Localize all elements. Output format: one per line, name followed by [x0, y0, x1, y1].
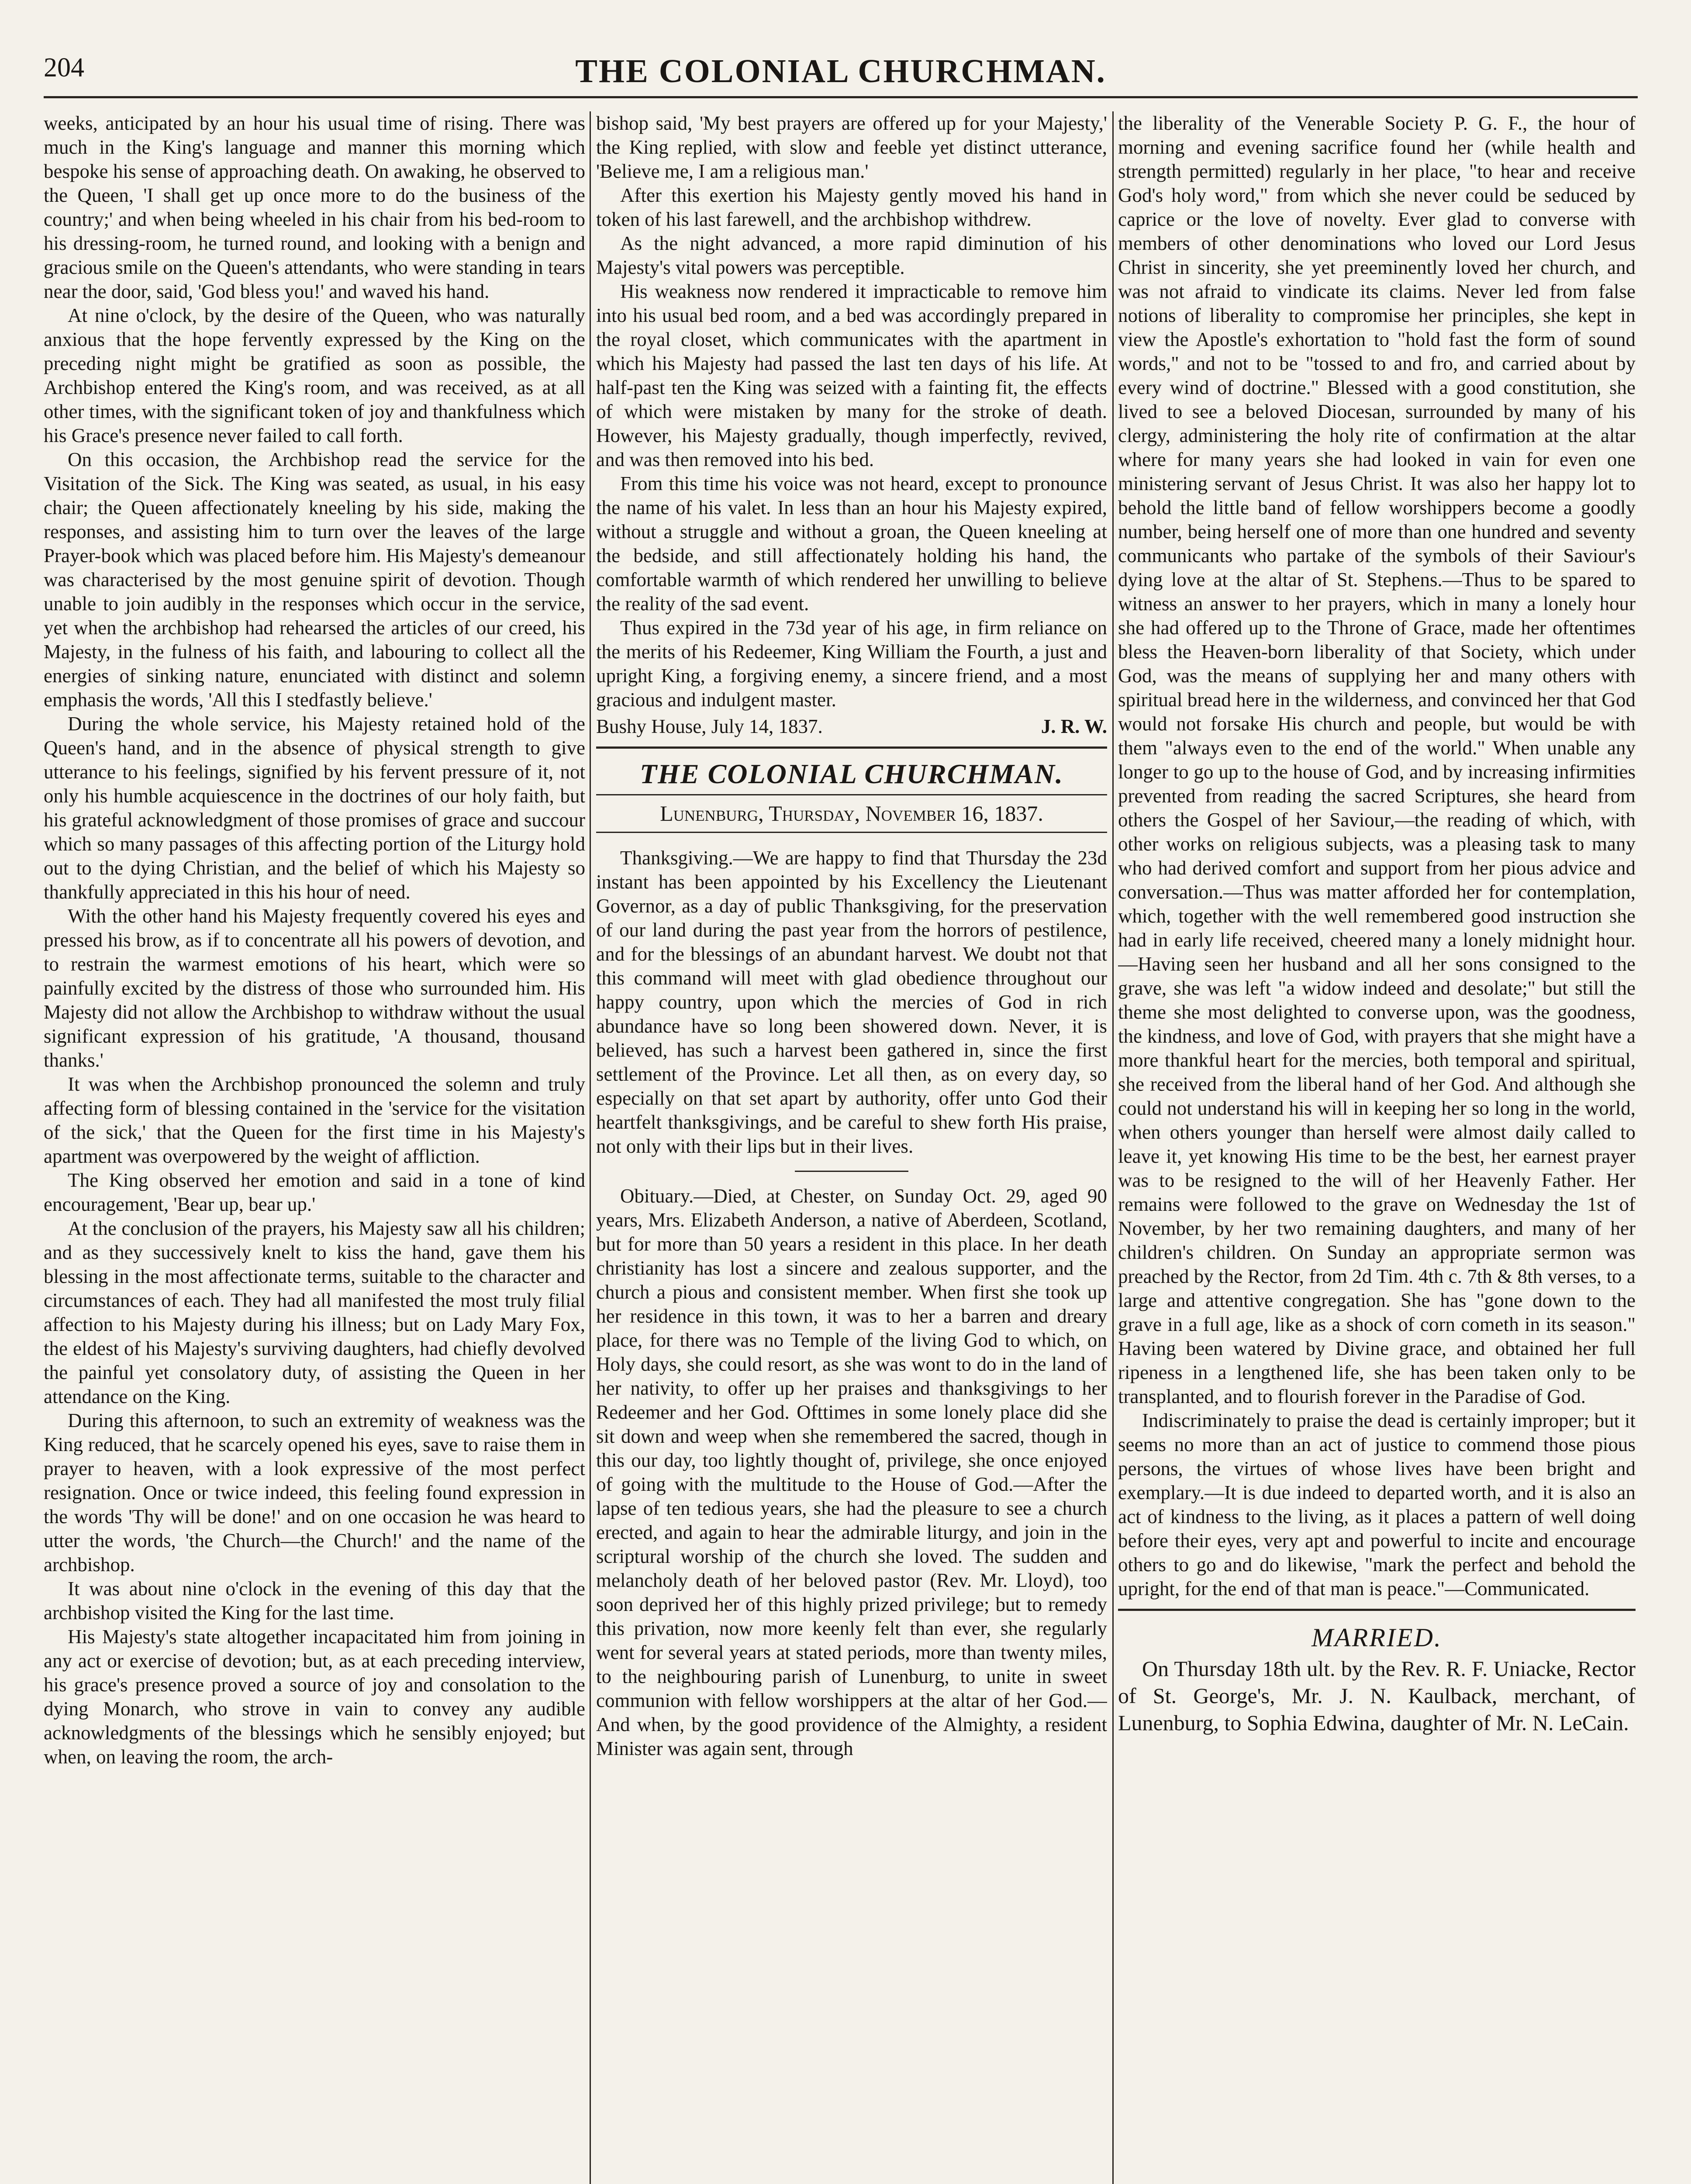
column-3 — [1118, 111, 1636, 2184]
column-divider — [590, 111, 591, 2184]
article-signature: J. R. W. — [1041, 715, 1107, 737]
paragraph: Thus expired in the 73d year of his age, in firm reliance on the merits of his Redeemer, King William the Fourth, a just and upright King, a forgiving enemy, a sincere friend, and a most gracious and indulgent master. — [596, 617, 1107, 711]
paragraph: the liberality of the Venerable Society P. G. F., the hour of morning and evening sacrifice found her (while health and strength permitted) regularly in her place, "to hear and receive God's holy word," from which she never could be seduced by caprice or the love of novelty. Ever glad to converse with members of other denominations who loved our Lord Jesus Christ in sincerity, she yet preeminently loved her church, and was not afraid to vindicate its claims. Never led from false notions of liberality to compromise her principles, she kept in view the Apostle's exhortation to "hold fast the form of sound words," and not to be "tossed to and fro, and carried about by every wind of doctrine." Blessed with a good constitution, she lived to see a beloved Diocesan, surrounded by many of his clergy, administering the holy rite of confirmation at the altar where for many years she had looked in vain for even one ministering servant of Jesus Christ. It was also her happy lot to behold the little band of fellow worshippers become a goodly number, being herself one of more than one hundred and seventy communicants who partake of the symbols of their Saviour's dying love at the altar of St. Stephens.—Thus to be spared to witness an answer to her prayers, which in many a lonely hour she had offered up to the Throne of Grace, made her oftentimes bless the Heaven-born liberality of that Society, which under God, was the means of supplying her and many others with spiritual bread here in the wilderness, and convinced her that God would not forsake His church and people, but would be with them "always even to the end of the world." When unable any longer to go up to the house of God, and by increasing infirmities prevented from reading the sacred Scriptures, she heard from others the Gospel of her Saviour,—the reading of which, with other works on religious subjects, was a pleasing task to many who had derived comfort and support from her pious advice and conversation.—Thus was matter afforded her for contemplation, which, together with the well remembered good instruction she had in early life received, cheered many a lonely midnight hour.—Having seen her husband and all her sons consigned to the grave, she was left "a widow indeed and desolate;" but still the theme she most delighted to converse upon, was the goodness, the kindness, and love of God, with prayers that she might have a more thankful heart for the mercies, both temporal and spiritual, she received from the liberal hand of her God. And although she could not understand his will in keeping her so long in the world, when others younger than herself were almost daily called to leave it, yet knowing His time to be the best, her earnest prayer was to be resigned to the will of her Heavenly Father. Her remains were followed to the grave on Wednesday the 1st of November, by her two remaining daughters, and many of her children's children. On Sunday an appropriate sermon was preached by the Rector, from 2d Tim. 4th c. 7th & 8th verses, to a large and attentive congregation. She has "gone down to the grave in a full age, like as a shock of corn cometh in its season." Having been watered by Divine grace, and obtained her full ripeness in a lengthened life, she has been taken only to be transplanted, and to flourish forever in the Paradise of God. — [1118, 112, 1636, 1407]
page-number: 204 — [44, 53, 84, 83]
paragraph: On this occasion, the Archbishop read the service for the Visitation of the Sick. The King was seated, as usual, in his easy chair; the Queen affectionately kneeling by his side, making the responses, and assisting him to turn over the leaves of the large Prayer-book which was placed before him. His Majesty's demeanour was characterised by the most genuine spirit of devotion. Though unable to join audibly in the responses which occur in the service, yet when the archbishop had rehearsed the articles of our creed, his Majesty, in the fulness of his faith, and labouring to collect all the energies of sinking nature, enunciated with distinct and solemn emphasis the words, 'All this I stedfastly believe.' — [44, 449, 585, 711]
page-header — [44, 52, 1638, 98]
married-heading: MARRIED. — [1311, 1623, 1442, 1652]
paragraph: From this time his voice was not heard, except to pronounce the name of his valet. In less than an hour his Majesty expired, without a struggle and without a groan, the Queen kneeling at the bedside, and still affectionately holding his hand, the comfortable warmth of which rendered her unwilling to believe the reality of the sad event. — [596, 473, 1107, 615]
paragraph: With the other hand his Majesty frequently covered his eyes and pressed his brow, as if to concentrate all his powers of devotion, and to restrain the warmest emotions of his heart, which were so painfully excited by the distress of those who surrounded him. His Majesty did not allow the Archbishop to withdraw without the usual significant expression of his gratitude, 'A thousand, thousand thanks.' — [44, 905, 585, 1071]
paragraph: As the night advanced, a more rapid diminution of his Majesty's vital powers was perceptible. — [596, 232, 1107, 278]
paragraph: After this exertion his Majesty gently moved his hand in token of his last farewell, and the archbishop withdrew. — [596, 184, 1107, 230]
column-2 — [596, 111, 1107, 2184]
paragraph: During the whole service, his Majesty retained hold of the Queen's hand, and in the absence of physical strength to give utterance to his feelings, signified by his fervent pressure of it, not only his humble acquiescence in the doctrines of our holy faith, but his grateful acknowledgment of those promises of grace and succour which so many passages of this affecting portion of the Liturgy hold out to the dying Christian, and the belief of which his Majesty so thankfully appreciated in this his hour of need. — [44, 713, 585, 903]
paragraph: It was about nine o'clock in the evening of this day that the archbishop visited the King for the last time. — [44, 1578, 585, 1624]
paragraph: The King observed her emotion and said in a tone of kind encouragement, 'Bear up, bear up.' — [44, 1169, 585, 1215]
section-title: THE COLONIAL CHURCHMAN. — [640, 758, 1063, 789]
paragraph: Indiscriminately to praise the dead is certainly improper; but it seems no more than an act of justice to commend those pious persons, the virtues of whose lives have been bright and exemplary.—It is due indeed to departed worth, and it is also an act of kindness to the living, as it places a pattern of well doing before their eyes, very apt and powerful to incite and encourage others to go and do likewise, "mark the perfect and behold the upright, for the end of that man is peace."—Communicated. — [1118, 1410, 1636, 1600]
column-1 — [44, 111, 585, 2184]
masthead-title: THE COLONIAL CHURCHMAN. — [575, 53, 1106, 90]
section-rule — [596, 746, 1107, 749]
paragraph: His weakness now rendered it impracticable to remove him into his usual bed room, and a bed was accordingly prepared in the royal closet, which communicates with the apartment in which his Majesty had passed the last ten days of his life. At half-past ten the King was seized with a fainting fit, the effects of which were mistaken by many for the stroke of death. However, his Majesty gradually, though imperfectly, revived, and was then removed into his bed. — [596, 280, 1107, 470]
paragraph: weeks, anticipated by an hour his usual time of rising. There was much in the King's language and manner this morning which bespoke his sense of approaching death. On awaking, he observed to the Queen, 'I shall get up once more to do the business of the country;' and when being wheeled in his chair from his bed-room to his dressing-room, he turned round, and looking with a benign and gracious smile on the Queen's attendants, who were standing in tears near the door, said, 'God bless you!' and waved his hand. — [44, 112, 585, 302]
short-rule — [795, 1171, 908, 1172]
paragraph: At the conclusion of the prayers, his Majesty saw all his children; and as they successively knelt to kiss the hand, gave them his blessing in the most affectionate terms, suitable to the character and circumstances of each. They had all manifested the most truly filial affection to his Majesty during his illness; but on Lady Mary Fox, the eldest of his Majesty's surviving daughters, had chiefly devolved the painful yet consolatory duty, of assisting the Queen in her attendance on the King. — [44, 1217, 585, 1407]
section-rule — [1118, 1609, 1636, 1611]
paragraph: It was when the Archbishop pronounced the solemn and truly affecting form of blessing contained in the 'service for the visitation of the sick,' that the Queen for the first time in his Majesty's apartment was overpowered by the weight of affliction. — [44, 1073, 585, 1167]
paragraph: bishop said, 'My best prayers are offered up for your Majesty,' the King replied, with slow and feeble yet distinct utterance, 'Believe me, I am a religious man.' — [596, 112, 1107, 182]
article-signoff — [596, 715, 1107, 739]
paragraph: His Majesty's state altogether incapacitated him from joining in any act or exercise of devotion; but, as at each preceding interview, his grace's presence proved a source of joy and consolation to the dying Monarch, who strove in vain to convey any audible acknowledgments of the blessings which he sensibly enjoyed; but when, on leaving the room, the arch- — [44, 1626, 585, 1768]
obituary-paragraph: Obituary.—Died, at Chester, on Sunday Oct. 29, aged 90 years, Mrs. Elizabeth Anderson, a native of Aberdeen, Scotland, but for more than 50 years a resident in this place. In her death christianity has lost a sincere and zealous supporter, and the church a pious and consistent member. When first she took up her residence in this town, it was to her a barren and dreary place, for there was no Temple of the living God to which, on Holy days, she could resort, as she was wont to do in the land of her nativity, to offer up her praises and thanksgivings to her Redeemer and her God. Ofttimes in some lonely place did she sit down and weep when she remembered the sacred, though in this our day, too lightly thought of, privilege, she once enjoyed of going with the multitude to the House of God.—After the lapse of ten tedious years, she had the pleasure to see a church erected, and again to hear the admirable liturgy, and join in the scriptural worship of the church she loved. The sudden and melancholy death of her beloved pastor (Rev. Mr. Lloyd), too soon deprived her of this highly prized privilege; but to remedy this privation, now more keenly felt than ever, she regularly went for several years at stated periods, more than twenty miles, to the neighbouring parish of Lunenburg, to unite in sweet communion with fellow worshippers at the altar of her God.—And when, by the good providence of the Almighty, a resident Minister was again sent, through — [596, 1185, 1107, 1759]
paragraph: During this afternoon, to such an extremity of weakness was the King reduced, that he scarcely opened his eyes, save to raise them in prayer to heaven, with a look expressive of the most perfect resignation. Once or twice indeed, this feeling found expression in the words 'Thy will be done!' and on one occasion he was heard to utter the words, 'the Church—the Church!' and the name of the archbishop. — [44, 1410, 585, 1576]
paragraph: At nine o'clock, by the desire of the Queen, who was naturally anxious that the hope fervently expressed by the King on the preceding night might be gratified as soon as possible, the Archbishop entered the King's room, and was received, as at all other times, with the significant token of joy and thankfulness which his Grace's presence never failed to call forth. — [44, 304, 585, 446]
issue-dateline: Lunenburg, Thursday, November 16, 1837. — [596, 794, 1107, 833]
thanksgiving-paragraph: Thanksgiving.—We are happy to find that Thursday the 23d instant has been appointed by his Excellency the Lieutenant Governor, as a day of public Thanksgiving, for the preservation of our land during the past year from the horrors of pestilence, and for the blessings of an abundant harvest. We doubt not that this command will meet with glad obedience throughout our happy country, upon which the mercies of God in rich abundance have so long been showered down. Never, it is believed, has such a harvest been gathered in, since the first settlement of the Province. Let all then, as on every day, so especially on that set apart by authority, offer unto God their heartfelt thanksgivings, and be careful to shew forth His praise, not only with their lips but in their lives. — [596, 847, 1107, 1157]
article-dateline: Bushy House, July 14, 1837. — [596, 715, 823, 737]
column-divider — [1112, 111, 1114, 2184]
married-notice: On Thursday 18th ult. by the Rev. R. F. Uniacke, Rector of St. George's, Mr. J. N. Kaulback, merchant, of Lunenburg, to Sophia Edwina, daughter of Mr. N. LeCain. — [1118, 1656, 1636, 1735]
